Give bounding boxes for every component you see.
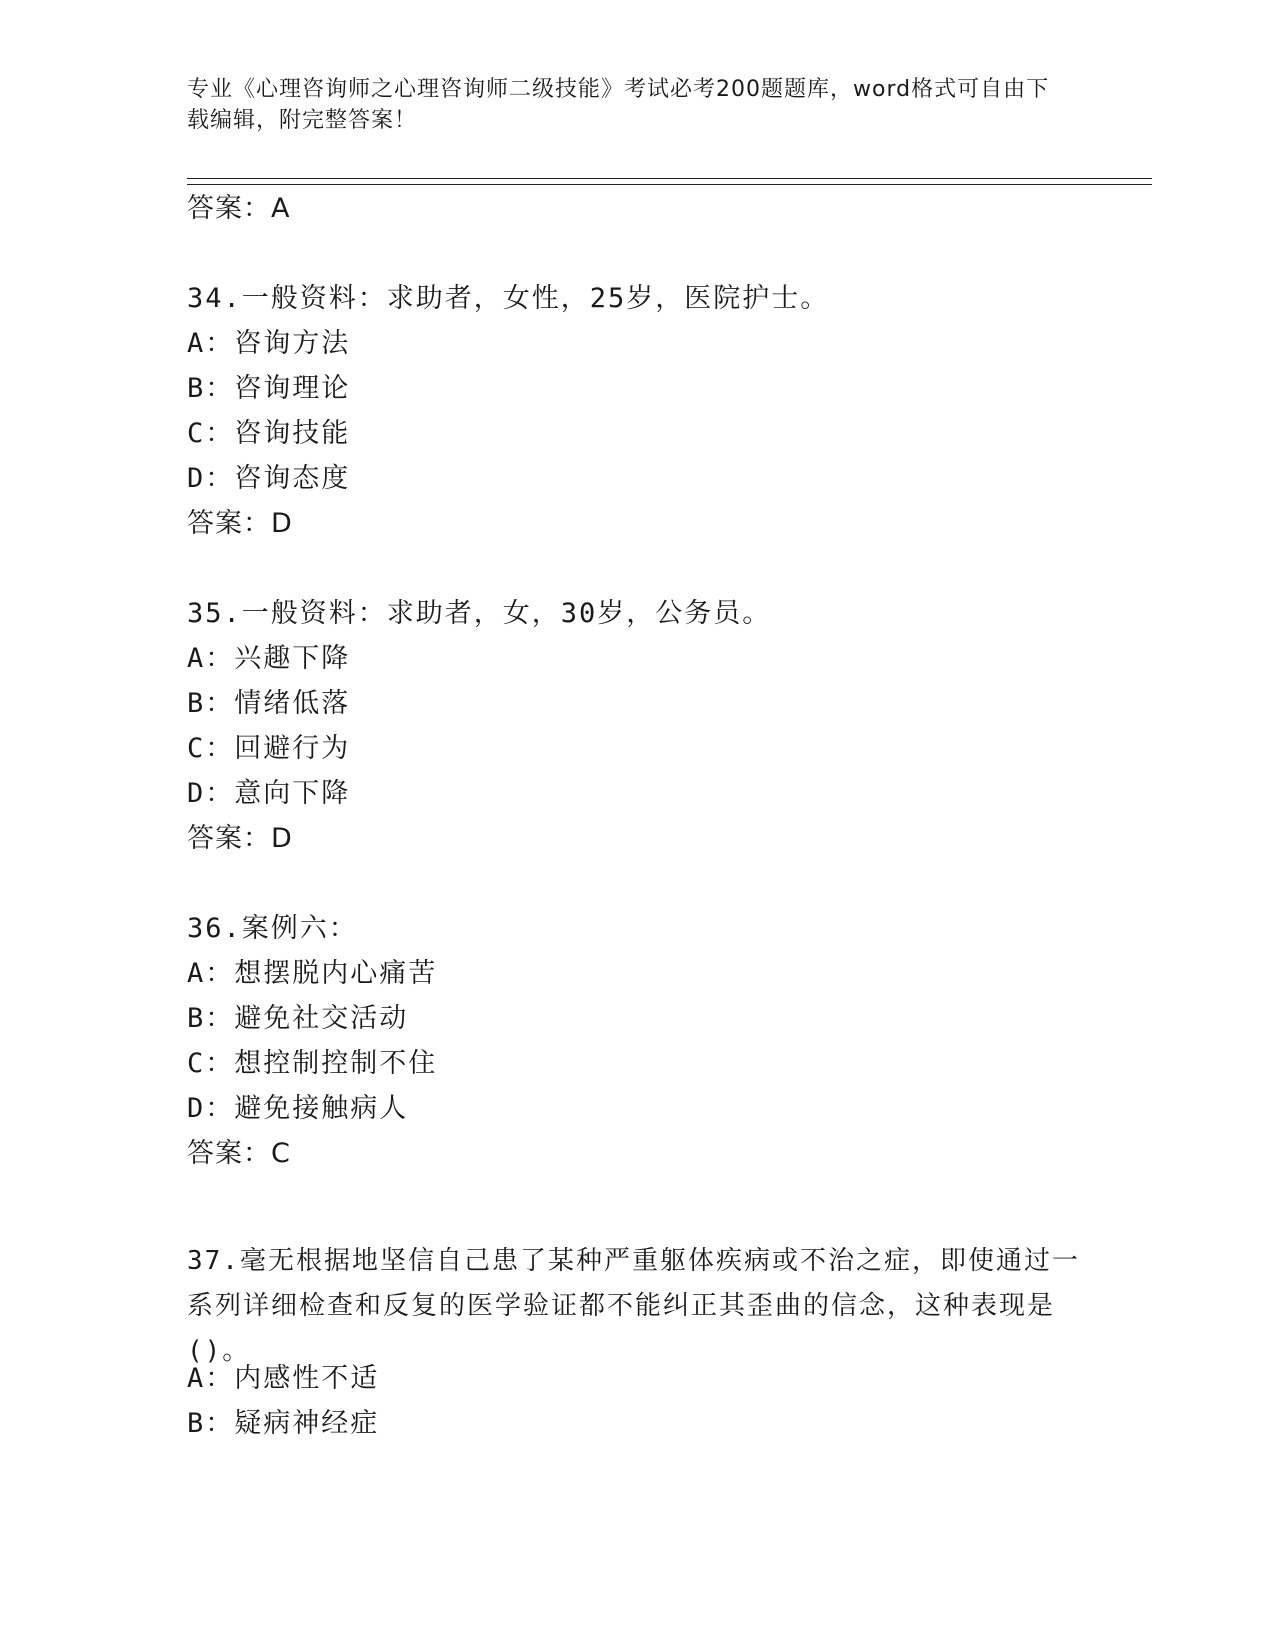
question-option: B：咨询理论 <box>187 373 351 404</box>
question-answer: 答案：C <box>187 1138 291 1169</box>
question-option: A：想摆脱内心痛苦 <box>187 958 438 989</box>
question-option: C：回避行为 <box>187 733 351 764</box>
question-option: B：情绪低落 <box>187 688 351 719</box>
question-option: C：想控制控制不住 <box>187 1048 438 1079</box>
question-stem: 37.毫无根据地坚信自己患了某种严重躯体疾病或不治之症，即使通过一系列详细检查和反复的医学验证都不能纠正其歪曲的信念，这种表现是()。 <box>187 1246 1080 1366</box>
header-rule-bottom <box>187 184 1152 185</box>
question-stem: 34.一般资料：求助者，女性，25岁，医院护士。 <box>187 283 830 314</box>
question-option: D：避免接触病人 <box>187 1093 409 1124</box>
question-stem: 36.案例六： <box>187 913 358 944</box>
document-header: 专业《心理咨询师之心理咨询师二级技能》考试必考200题题库，word格式可自由下载编辑，附完整答案！ <box>187 77 1050 133</box>
question-option: D：意向下降 <box>187 778 351 809</box>
question-answer: 答案：D <box>187 823 293 854</box>
question-option: B：疑病神经症 <box>187 1408 380 1439</box>
question-option: A：兴趣下降 <box>187 643 351 674</box>
prev-answer: 答案：A <box>187 193 291 224</box>
question-option: B：避免社交活动 <box>187 1003 409 1034</box>
question-stem: 35.一般资料：求助者，女，30岁，公务员。 <box>187 598 772 629</box>
question-option: A：咨询方法 <box>187 328 351 359</box>
question-option: A：内感性不适 <box>187 1363 380 1394</box>
question-option: D：咨询态度 <box>187 463 351 494</box>
header-rule-top <box>187 178 1152 179</box>
question-option: C：咨询技能 <box>187 418 351 449</box>
question-answer: 答案：D <box>187 508 293 539</box>
